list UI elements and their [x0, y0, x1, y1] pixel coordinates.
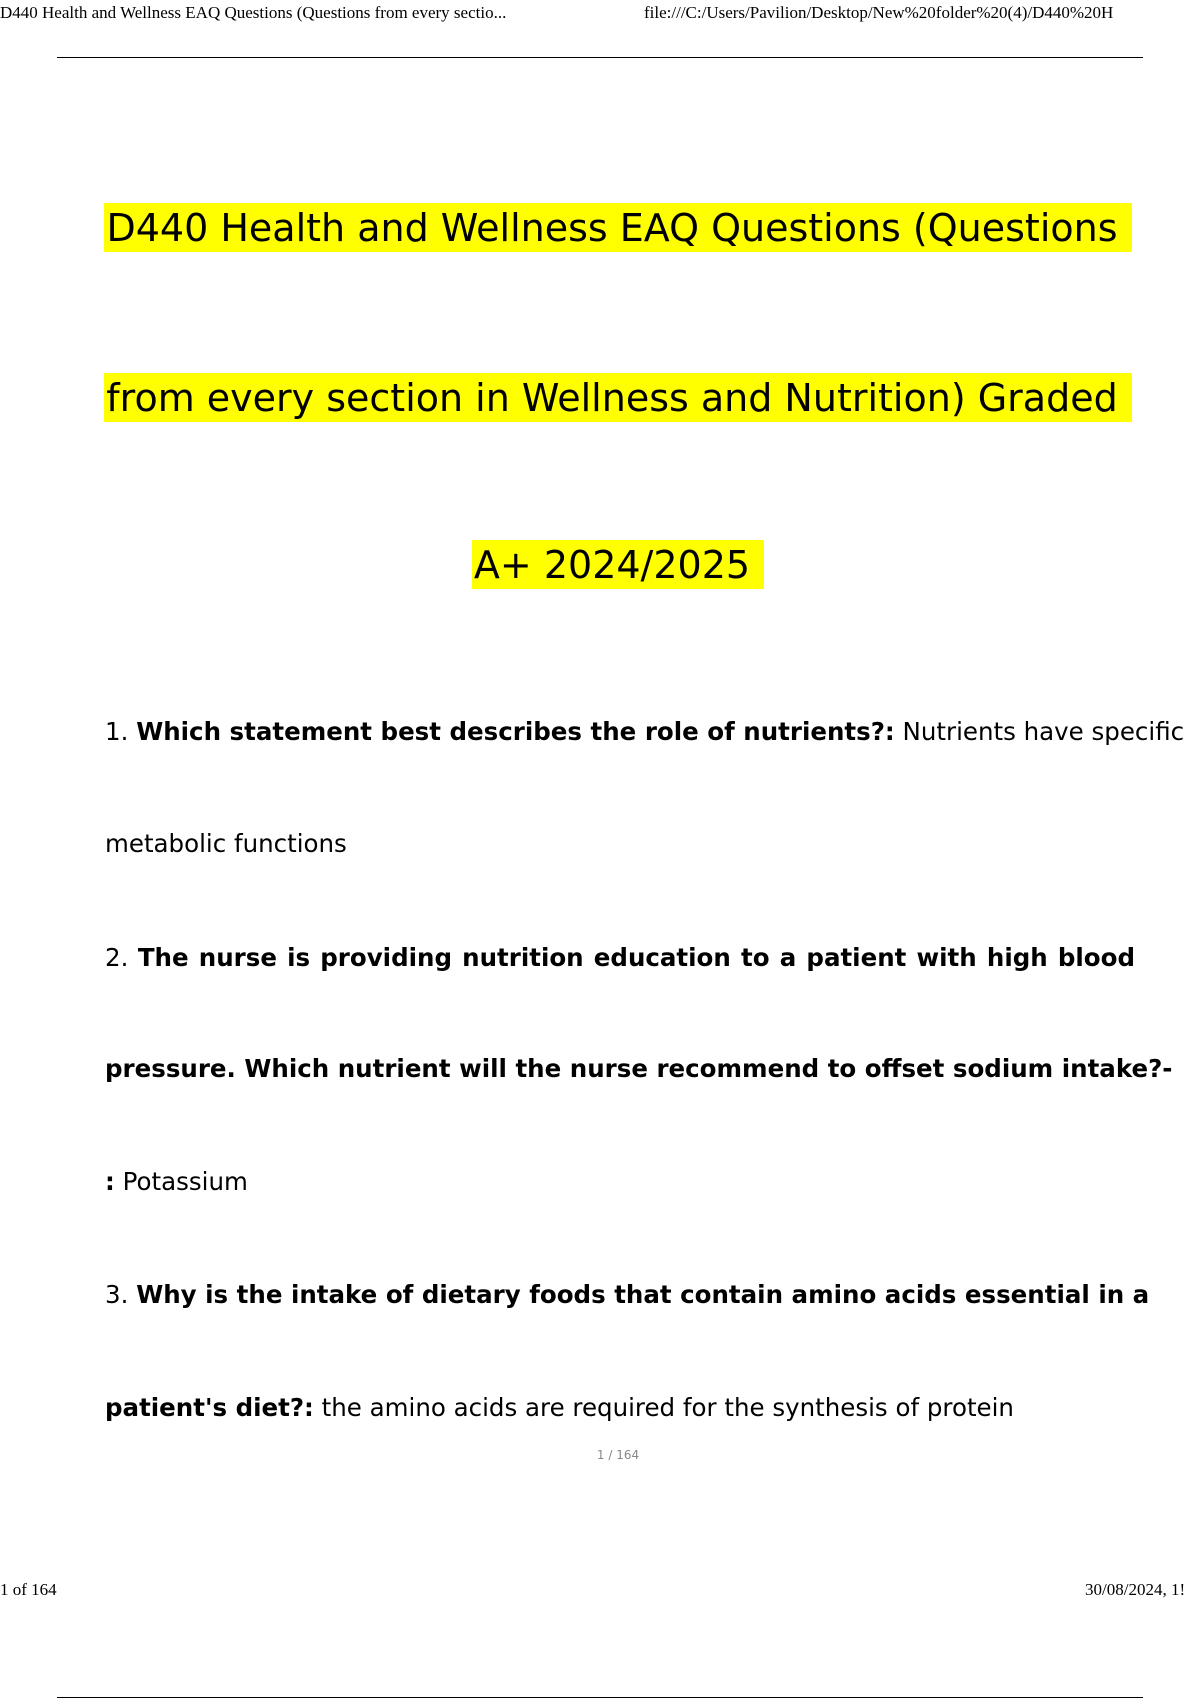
- highlighted-title-text: D440 Health and Wellness EAQ Questions (Questions: [104, 203, 1131, 252]
- print-header-file-path: file:///C:/Users/Pavilion/Desktop/New%20folder%20(4)/D440%20H: [644, 3, 1114, 22]
- question-number: 3.: [105, 1280, 129, 1309]
- answer-text: Potassium: [122, 1167, 248, 1196]
- print-footer: [0, 1577, 1200, 1603]
- document-title-line-3: [0, 539, 1200, 591]
- question-text: Why is the intake of dietary foods that contain amino acids essential in a: [136, 1280, 1150, 1309]
- question-3-line-2: [105, 1391, 1135, 1425]
- print-header: [0, 0, 1200, 26]
- question-3-line-1: [105, 1278, 1150, 1312]
- answer-text: Nutrients have specific: [902, 717, 1185, 746]
- question-1-line-1: [105, 715, 1185, 749]
- answer-text: the amino acids are required for the synthesis of protein: [321, 1393, 1014, 1422]
- highlighted-title-text: A+ 2024/2025: [472, 540, 764, 589]
- document-title-line-1: [0, 202, 1200, 254]
- question-2-answer: [105, 1165, 1135, 1199]
- footer-divider: [57, 1697, 1143, 1698]
- header-divider: [57, 57, 1143, 58]
- question-text: Which statement best describes the role of nutrients?:: [136, 717, 895, 746]
- answer-text: metabolic functions: [105, 829, 347, 858]
- question-2-line-1: [105, 941, 1135, 975]
- print-footer-page-label: 1 of 164: [0, 1580, 57, 1599]
- question-number: 2.: [105, 943, 129, 972]
- print-header-title: D440 Health and Wellness EAQ Questions (Questions from every sectio...: [0, 3, 507, 22]
- page-counter: 1 / 164: [596, 1448, 640, 1462]
- question-text: patient's diet?:: [105, 1393, 314, 1422]
- print-footer-datetime: 30/08/2024, 1!: [1085, 1580, 1186, 1599]
- answer-separator: :: [105, 1167, 115, 1196]
- question-number: 1.: [105, 717, 129, 746]
- question-2-line-2: [105, 1052, 1173, 1086]
- document-title-line-2: [0, 372, 1200, 424]
- question-1-line-2: [105, 827, 1135, 861]
- question-text: pressure. Which nutrient will the nurse recommend to offset sodium intake?-: [105, 1054, 1173, 1083]
- question-text: The nurse is providing nutrition education to a patient with high blood: [137, 943, 1135, 972]
- highlighted-title-text: from every section in Wellness and Nutrition) Graded: [104, 373, 1131, 422]
